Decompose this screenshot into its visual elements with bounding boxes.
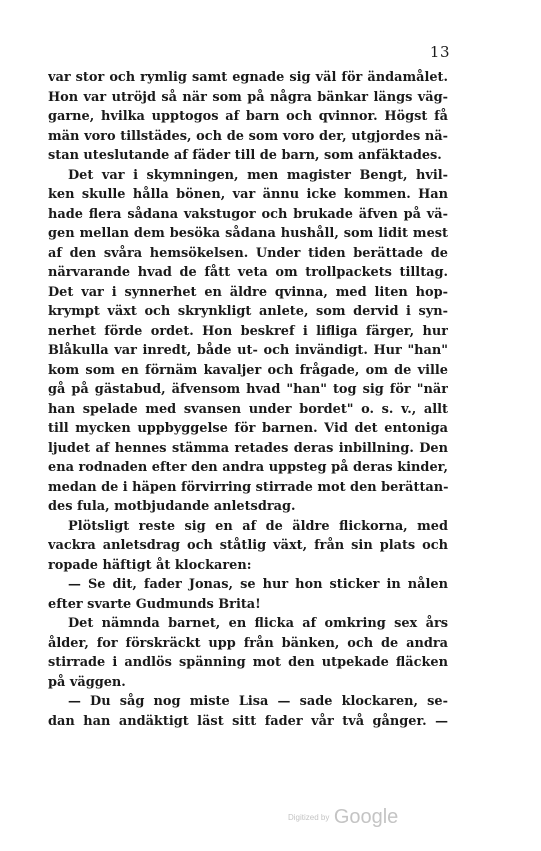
text-line: ljudet af hennes stämma retades deras inbillning. Den [48, 440, 448, 456]
text-line: Det var i synnerhet en äldre qvinna, med liten hop- [48, 284, 448, 300]
watermark-brand: Google [333, 806, 399, 828]
text-line: Det var i skymningen, men magister Bengt, hvil- [68, 167, 448, 183]
text-line: medan de i häpen förvirring stirrade mot den berättan- [48, 479, 448, 495]
watermark-prefix: Digitized by [288, 813, 330, 822]
text-line: hade flera sådana vakstugor och brukade äfven på vä- [48, 206, 448, 222]
text-line: nerhet förde ordet. Hon beskref i lifliga färger, hur [48, 323, 448, 339]
text-line: ena rodnaden efter den andra uppsteg på deras kinder, [48, 460, 448, 475]
text-line: vackra anletsdrag och ståtlig växt, från sin plats och [48, 538, 448, 553]
text-line: kom som en förnäm kavaljer och frågade, om de ville [48, 362, 448, 378]
body-text [48, 68, 448, 731]
text-line: stirrade i andlös spänning mot den utpekade fläcken [48, 655, 448, 670]
text-line: af den svåra hemsökelsen. Under tiden berättade de [48, 245, 448, 261]
text-line: på väggen. [48, 674, 126, 690]
text-line: des fula, motbjudande anletsdrag. [48, 499, 296, 514]
text-line: Plötsligt reste sig en af de äldre flickorna, med [68, 518, 448, 534]
text-line: — Se dit, fader Jonas, se hur hon sticker in nålen [68, 577, 448, 592]
text-line: ken skulle hålla bönen, var ännu icke kommen. Han [48, 187, 448, 202]
text-line: han spelade med svansen under bordet" o. s. v., allt [48, 401, 448, 417]
text-line: ålder, for förskräckt upp från bänken, och de andra [48, 635, 448, 651]
digitization-watermark [288, 806, 398, 829]
text-line: närvarande hvad de fått veta om trollpackets tilltag. [48, 265, 448, 280]
text-line: Blåkulla var inredt, både ut- och invändigt. Hur "han" [48, 343, 448, 358]
text-line: gen mellan dem besöka sådana hushåll, som lidit mest [48, 226, 448, 241]
text-line: gå på gästabud, äfvensom hvad "han" tog sig för "när [48, 382, 448, 397]
text-line: ropade häftigt åt klockaren: [48, 557, 252, 573]
text-line: dan han andäktigt läst sitt fader vår två gånger. — [48, 713, 448, 729]
text-line: Det nämnda barnet, en flicka af omkring sex års [68, 616, 448, 631]
text-line: män voro tillstädes, och de som voro der, utgjordes nä- [48, 128, 448, 144]
text-line: var stor och rymlig samt egnade sig väl för ändamålet. [48, 70, 448, 85]
text-line: till mycken uppbyggelse för barnen. Vid det entoniga [48, 421, 448, 436]
text-line: — Du såg nog miste Lisa — sade klockaren, se- [68, 694, 448, 709]
text-line: Hon var utröjd så när som på några bänkar längs väg- [48, 89, 448, 105]
text-line: stan uteslutande af fäder till de barn, som anfäktades. [48, 148, 442, 163]
page-number: 13 [429, 43, 450, 61]
text-line: garne, hvilka upptogos af barn och qvinnor. Högst få [48, 109, 448, 124]
text-line: krympt växt och skrynkligt anlete, som dervid i syn- [48, 304, 448, 319]
text-line: efter svarte Gudmunds Brita! [48, 596, 261, 612]
